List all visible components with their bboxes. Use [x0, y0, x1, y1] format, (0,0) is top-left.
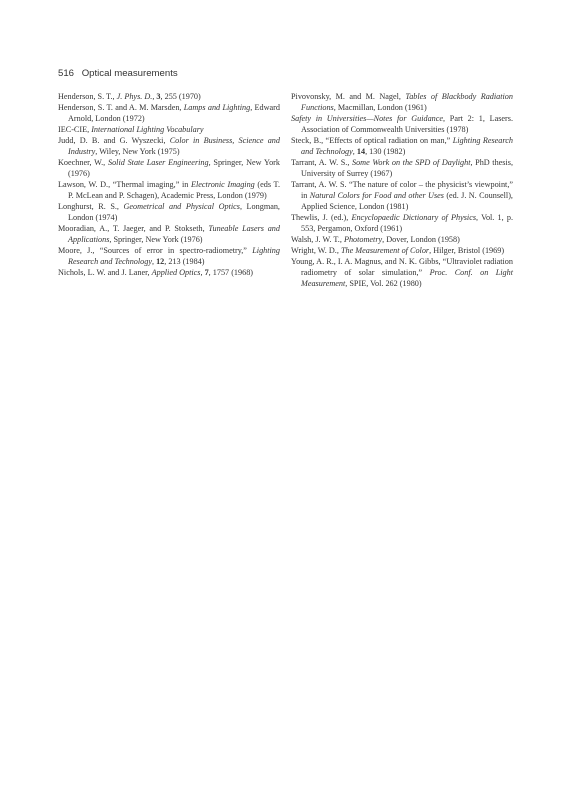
reference-title: The Measurement of Color — [340, 246, 430, 255]
reference-volume: 12 — [156, 257, 165, 266]
reference-entry — [58, 102, 280, 124]
reference-entry — [291, 91, 513, 113]
reference-text: Tarrant, A. W. S. “The nature of color – the physicist’s viewpoint,” in — [291, 180, 513, 200]
reference-text: , Springer, New York (1976) — [109, 235, 203, 244]
reference-title: Encyclopaedic Dictionary of Physics — [351, 213, 477, 222]
reference-title: International Lighting Vocabulary — [91, 125, 204, 134]
reference-title: Applied Optics — [151, 268, 201, 277]
reference-volume: 14 — [356, 147, 366, 156]
reference-volume: 7 — [204, 268, 209, 277]
reference-entry — [58, 157, 280, 179]
reference-title: Color in Business, Science and Industry — [68, 136, 280, 156]
references-left-column — [58, 91, 280, 278]
reference-title: Lighting Research and Technology — [68, 246, 280, 266]
reference-text: Walsh, J. W. T., — [291, 235, 344, 244]
reference-title: Tables of Blackbody Radiation Functions — [301, 92, 513, 112]
reference-title: Electronic Imaging — [191, 180, 255, 189]
reference-entry — [291, 256, 513, 289]
reference-text: , Dover, London (1958) — [382, 235, 460, 244]
reference-title: Geometrical and Physical Optics — [123, 202, 240, 211]
reference-text: Wright, W. D., — [291, 246, 341, 255]
reference-text: , Vol. 1, p. 553, Pergamon, Oxford (1961) — [301, 213, 513, 233]
reference-title: Tuneable Lasers and Applications — [68, 224, 280, 244]
reference-text: , 213 (1984) — [164, 257, 205, 266]
reference-text: Koechner, W., — [58, 158, 108, 167]
reference-text: Moore, J., “Sources of error in spectro-radiometry,” — [58, 246, 253, 255]
reference-text: , 1757 (1968) — [208, 268, 254, 277]
reference-title: Natural Colors for Food and other Uses — [309, 191, 444, 200]
reference-title: Safety in Universities—Notes for Guidance — [291, 114, 444, 123]
reference-text: Henderson, S. T., — [58, 92, 117, 101]
reference-text: Steck, B., “Effects of optical radiation on man,” — [291, 136, 453, 145]
reference-entry — [58, 267, 280, 278]
reference-title: Lighting Research and Technology — [301, 136, 513, 156]
reference-text: Tarrant, A. W. S., — [291, 158, 352, 167]
reference-entry — [58, 245, 280, 267]
reference-entry — [291, 135, 513, 157]
running-title: Optical measurements — [81, 68, 178, 79]
reference-text: Lawson, W. D., “Thermal imaging,” in — [58, 180, 192, 189]
reference-entry — [58, 201, 280, 223]
reference-title: J. Phys. D. — [116, 92, 153, 101]
reference-text: Pivovonsky, M. and M. Nagel, — [291, 92, 406, 101]
reference-entry — [291, 179, 513, 212]
reference-title: Proc. Conf. on Light Measurement — [301, 268, 514, 288]
reference-entry — [291, 212, 513, 234]
reference-title: Solid State Laser Engineering — [107, 158, 209, 167]
reference-entry — [291, 157, 513, 179]
reference-text: , Springer, New York (1976) — [68, 158, 280, 178]
page-number: 516 — [58, 68, 75, 79]
reference-text: , — [200, 268, 205, 277]
reference-text: , 255 (1970) — [160, 92, 201, 101]
reference-text: , Edward Arnold, London (1972) — [68, 103, 280, 123]
reference-entry — [58, 135, 280, 157]
reference-text: Mooradian, A., T. Jaeger, and P. Stokseth, — [58, 224, 209, 233]
reference-entry — [58, 179, 280, 201]
running-header — [58, 68, 178, 79]
reference-entry — [58, 124, 280, 135]
reference-text: , Wiley, New York (1975) — [95, 147, 180, 156]
reference-text: Young, A. R., I. A. Magnus, and N. K. Gibbs, “Ultraviolet radiation radiometry of solar simulation,” — [291, 257, 513, 277]
reference-text: , SPIE, Vol. 262 (1980) — [345, 279, 422, 288]
reference-text: , 130 (1982) — [365, 147, 406, 156]
reference-entry — [58, 91, 280, 102]
reference-title: Photometry — [343, 235, 383, 244]
reference-title: Some Work on the SPD of Daylight — [351, 158, 471, 167]
reference-volume: 3 — [156, 92, 161, 101]
reference-text: Nichols, L. W. and J. Laner, — [58, 268, 152, 277]
reference-text: , — [151, 257, 157, 266]
reference-entry — [291, 234, 513, 245]
reference-text: , PhD thesis, University of Surrey (1967) — [301, 158, 513, 178]
reference-text: , Longman, London (1974) — [68, 202, 280, 222]
reference-text: Longhurst, R. S., — [58, 202, 124, 211]
reference-text: (eds T. P. McLean and P. Schagen), Academic Press, London (1979) — [68, 180, 280, 200]
reference-text: , — [152, 92, 157, 101]
reference-text: , Hilger, Bristol (1969) — [429, 246, 505, 255]
reference-text: IEC-CIE, — [58, 125, 92, 134]
reference-text: , — [352, 147, 357, 156]
reference-text: (ed. J. N. Counsell), Applied Science, London (1981) — [301, 191, 513, 211]
reference-text: , Part 2: 1, Lasers. Association of Commonwealth Universities (1978) — [301, 114, 513, 134]
reference-text: Judd, D. B. and G. Wyszecki, — [58, 136, 170, 145]
reference-entry — [291, 113, 513, 135]
reference-title: Lamps and Lighting — [183, 103, 251, 112]
references-right-column — [291, 91, 513, 289]
reference-text: Thewlis, J. (ed.), — [291, 213, 352, 222]
reference-text: , Macmillan, London (1961) — [333, 103, 427, 112]
reference-entry — [58, 223, 280, 245]
reference-text: Henderson, S. T. and A. M. Marsden, — [58, 103, 184, 112]
reference-entry — [291, 245, 513, 256]
